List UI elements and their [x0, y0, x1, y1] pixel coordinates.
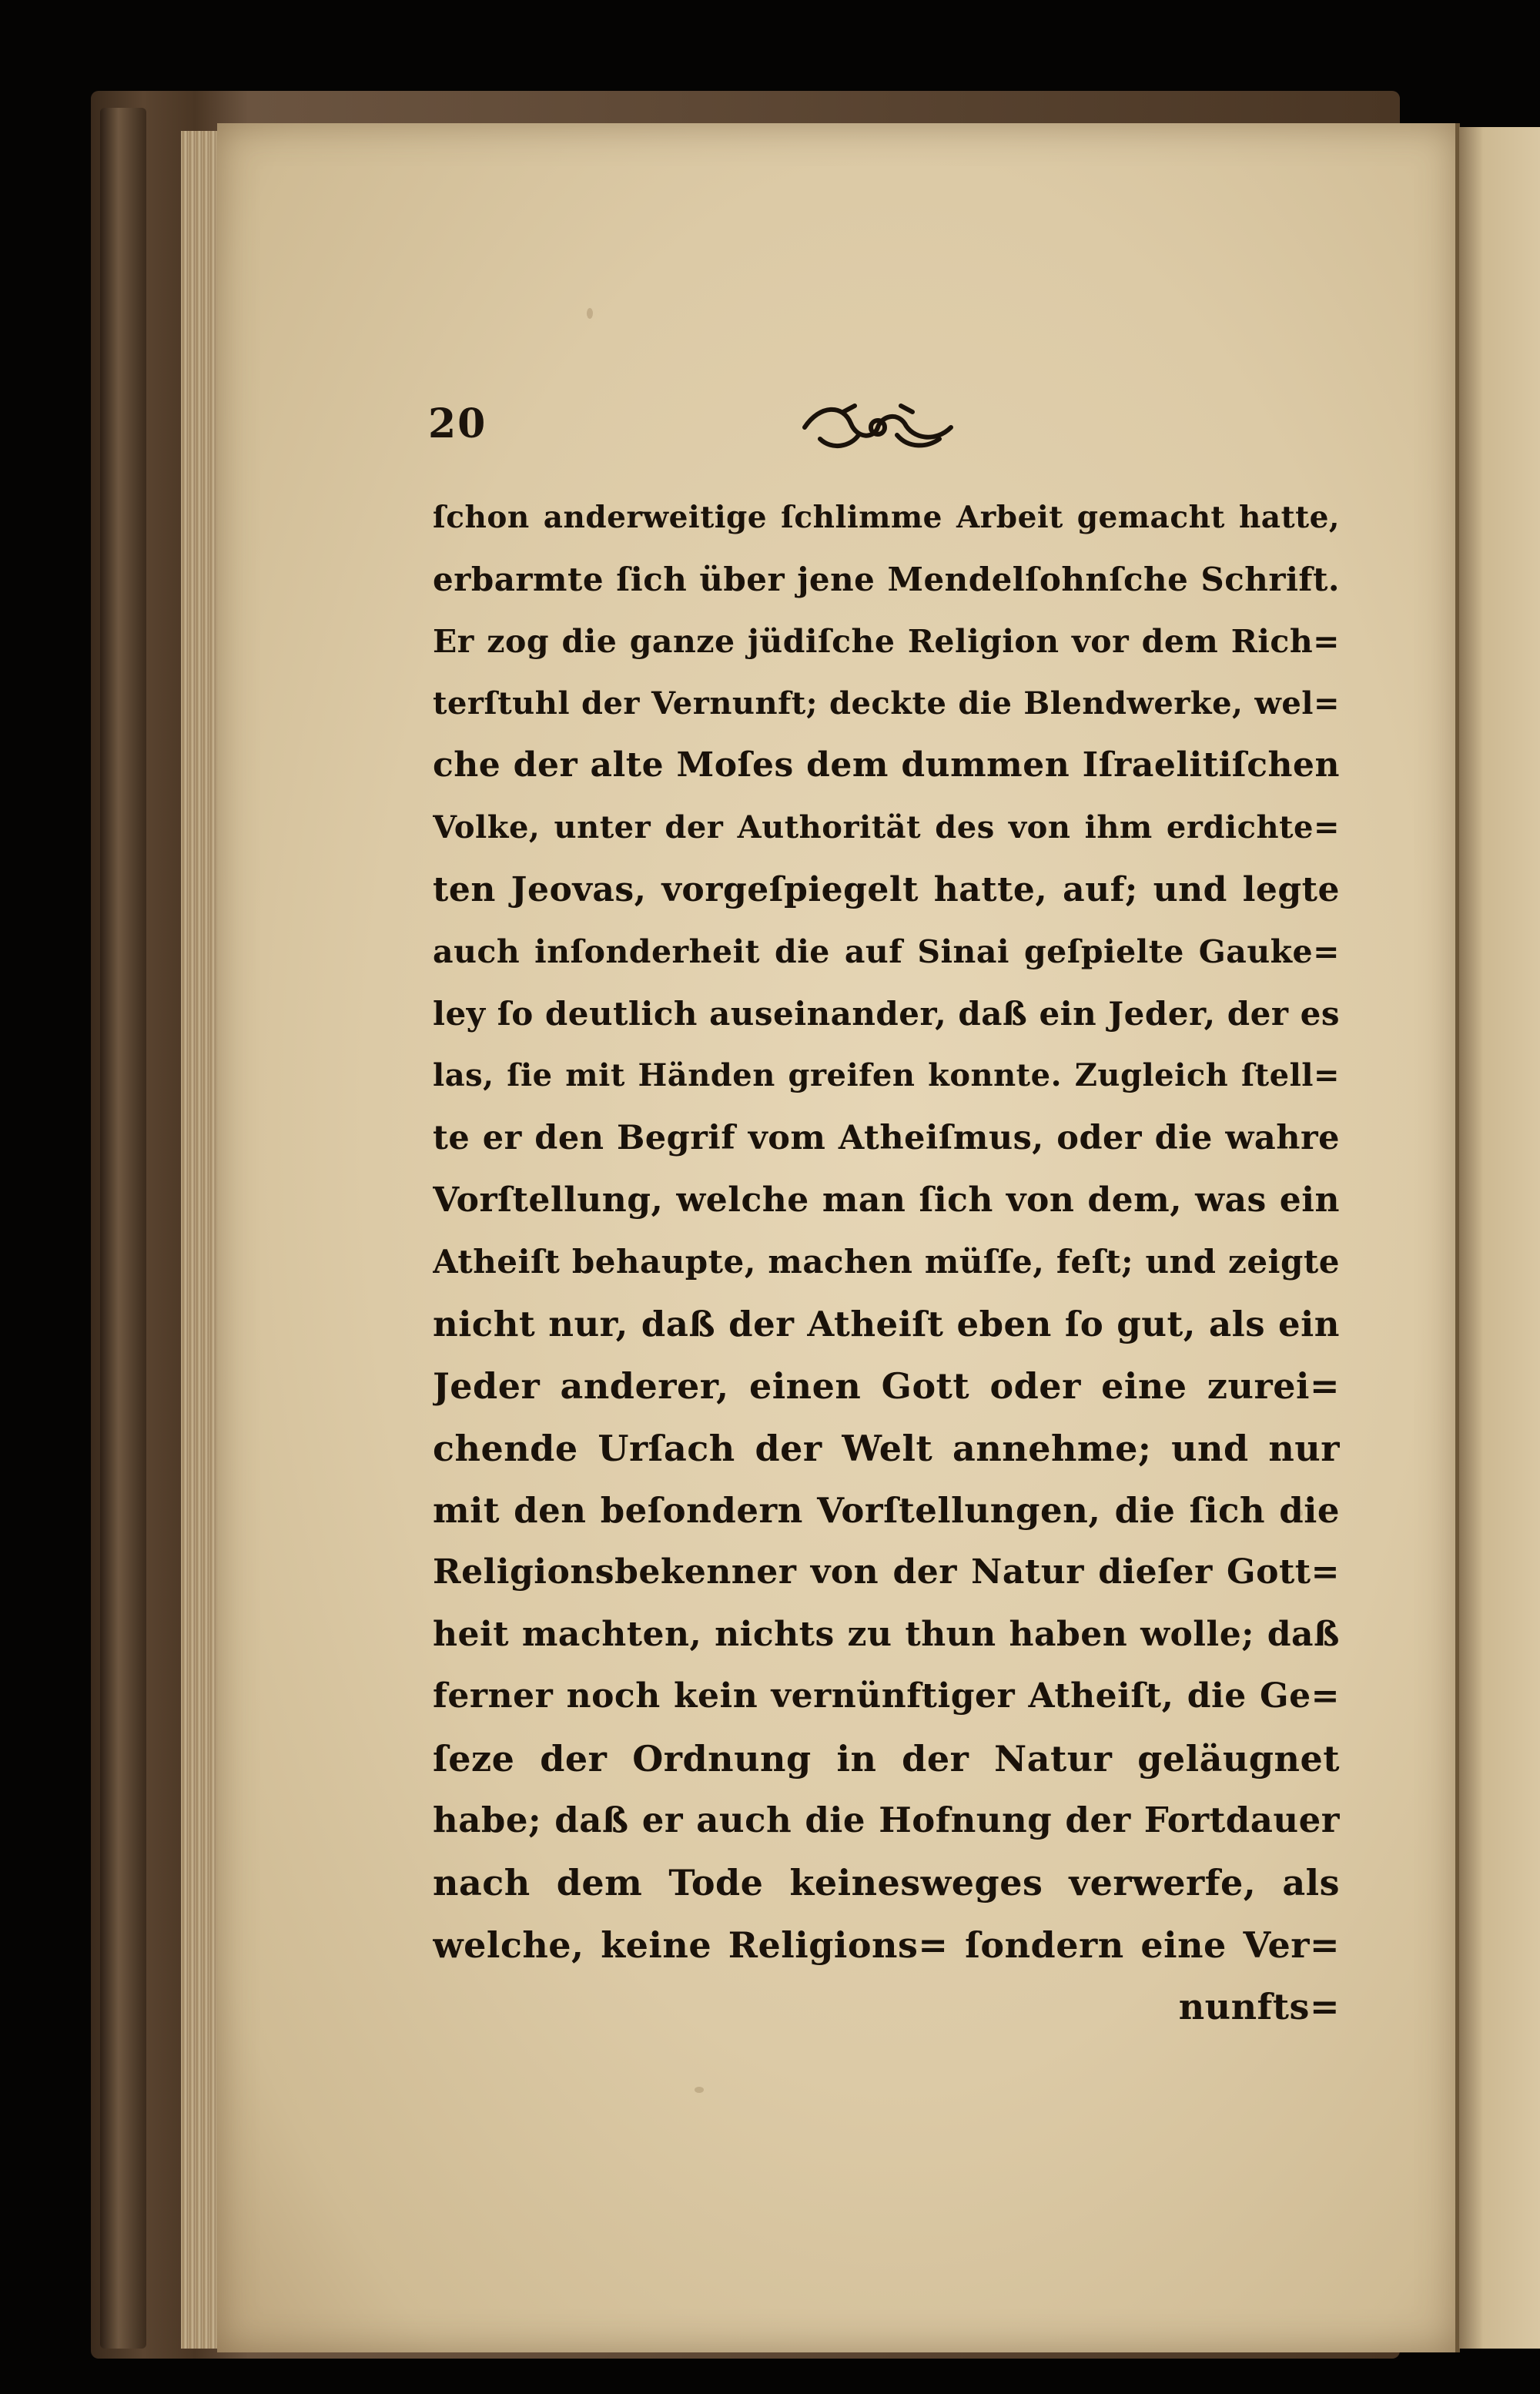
text-line: terſtuhl der Vernunft; deckte die Blendwerke, wel=: [433, 685, 1340, 722]
paper-blemish: [695, 2087, 704, 2093]
page-number: 20: [428, 400, 487, 447]
text-line: te er den Begrif vom Atheiſmus, oder die wahre: [433, 1118, 1340, 1157]
text-line: che der alte Moſes dem dummen Iſraelitiſchen: [433, 745, 1340, 785]
text-line: Atheiſt behaupte, machen müſſe, feſt; und zeigte: [433, 1243, 1340, 1281]
text-line: habe; daß er auch die Hofnung der Fortdauer: [433, 1800, 1340, 1841]
text-line: auch inſonderheit die auf Sinai geſpielte Gauke=: [433, 933, 1340, 971]
text-line: welche, keine Religions= ſondern eine Ver=: [433, 1924, 1340, 1966]
text-line: nach dem Tode keinesweges verwerfe, als: [433, 1862, 1340, 1904]
text-line: las, ſie mit Händen greifen konnte. Zugleich ſtell=: [433, 1057, 1340, 1094]
text-line: ley ſo deutlich auseinander, daß ein Jeder, der es: [433, 994, 1340, 1033]
text-line: ſeze der Ordnung in der Natur geläugnet: [433, 1737, 1340, 1780]
text-line: erbarmte ſich über jene Mendelſohnſche Schrift.: [433, 560, 1340, 598]
book-spine-edge: [100, 108, 146, 2349]
text-line: mit den beſondern Vorſtellungen, die ſich die: [433, 1489, 1340, 1531]
text-line: nicht nur, daß der Atheiſt eben ſo gut, als ein: [433, 1303, 1340, 1344]
text-line: Vorſtellung, welche man ſich von dem, was ein: [433, 1180, 1340, 1220]
text-line: Jeder anderer, einen Gott oder eine zurei=: [433, 1365, 1340, 1408]
body-text: [433, 487, 1340, 2038]
catchword: nunfts=: [1178, 1986, 1340, 2028]
text-line: chende Urſach der Welt annehme; und nur: [433, 1427, 1340, 1469]
text-line: ſchon anderweitige ſchlimme Arbeit gemacht hatte,: [433, 500, 1340, 535]
text-line: heit machten, nichts zu thun haben wolle; daß: [433, 1614, 1340, 1654]
paper-blemish: [587, 308, 593, 319]
fleuron-ornament-icon: [797, 397, 959, 458]
text-line: ferner noch kein vernünftiger Atheiſt, die Ge=: [433, 1676, 1340, 1716]
text-line: Er zog die ganze jüdiſche Religion vor dem Rich=: [433, 623, 1340, 661]
text-line: Religionsbekenner von der Natur dieſer Gott=: [433, 1552, 1340, 1592]
text-line: Volke, unter der Authorität des von ihm erdichte=: [433, 809, 1340, 845]
text-line: ten Jeovas, vorgeſpiegelt hatte, auf; und legte: [433, 869, 1340, 909]
facing-page-edge: [1459, 127, 1540, 2349]
